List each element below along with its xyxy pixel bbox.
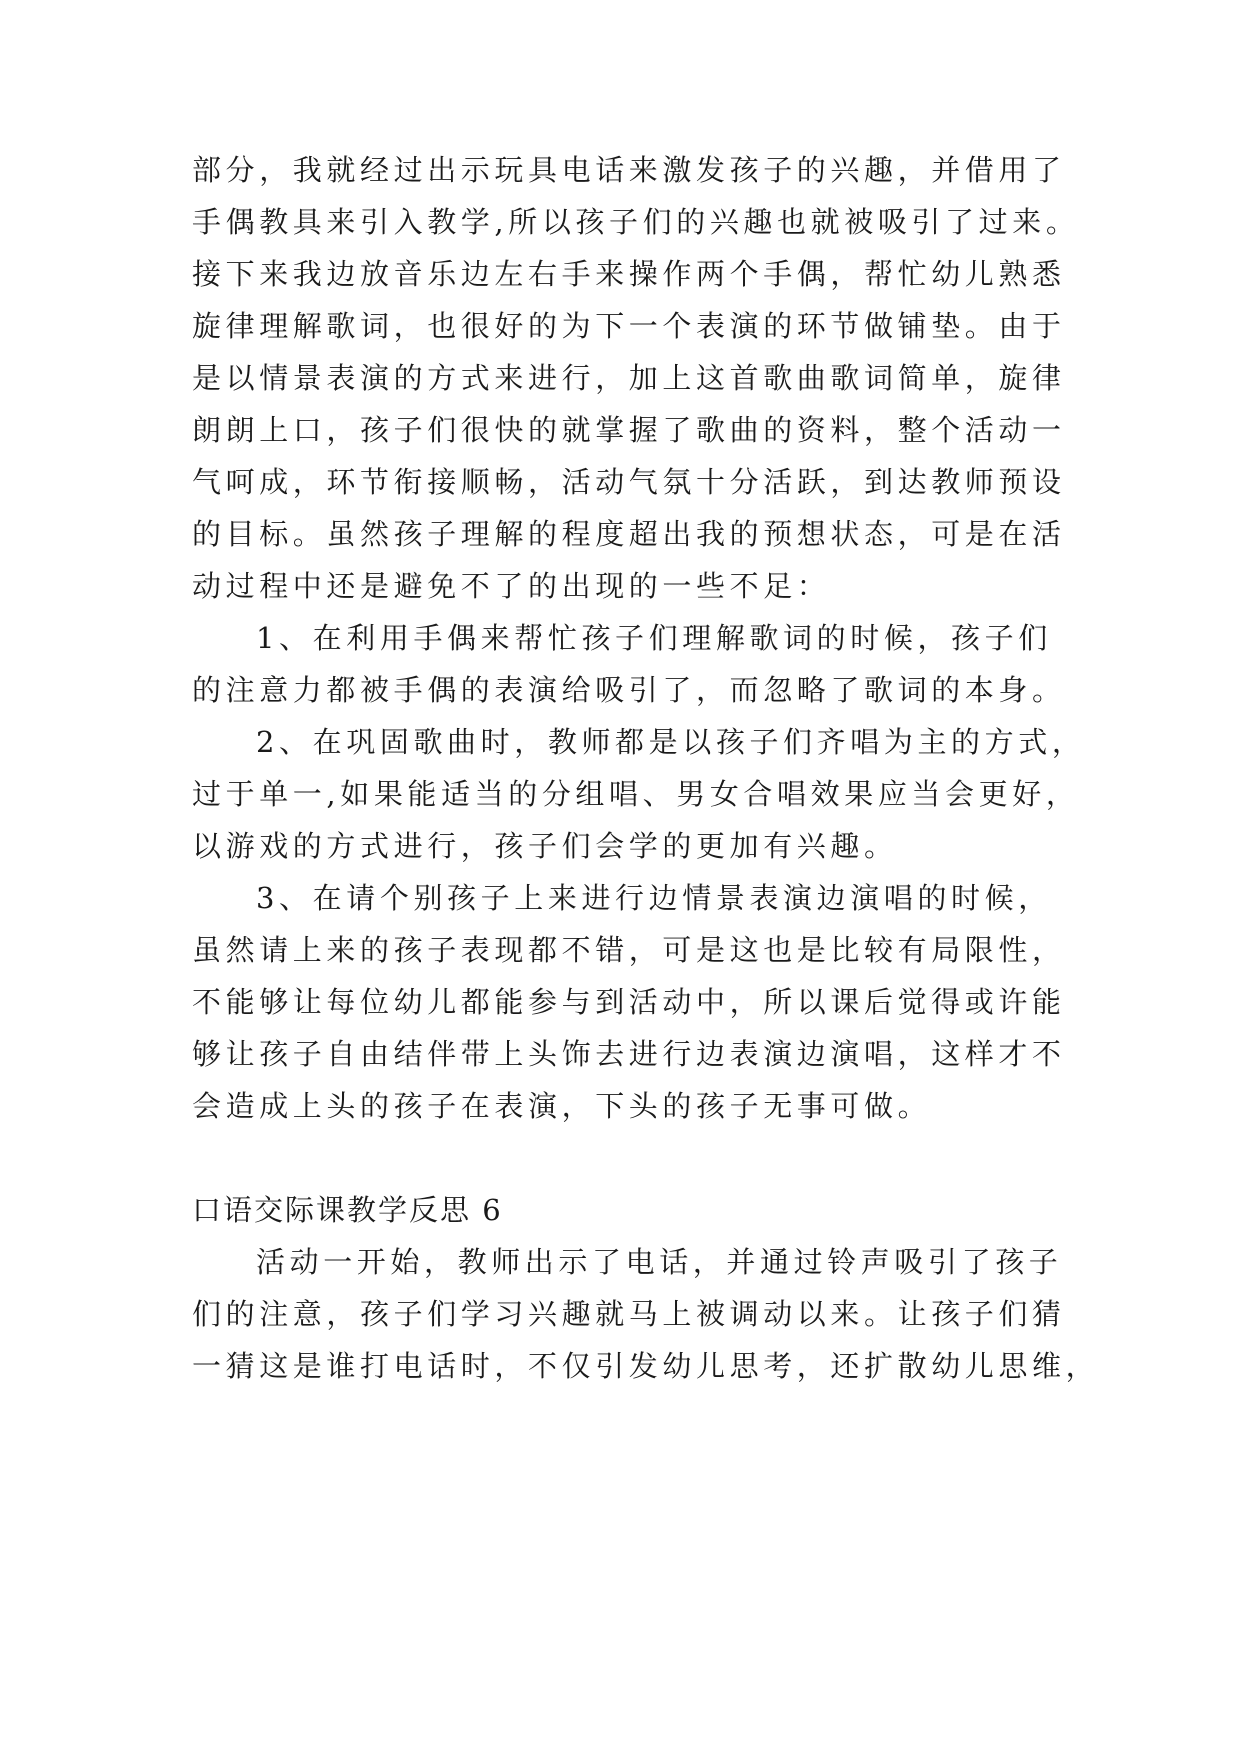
paragraph-line: 手偶教具来引入教学,所以孩子们的兴趣也就被吸引了过来。 (192, 205, 1080, 239)
list-item-3-line: 3、在请个别孩子上来进行边情景表演边演唱的时候， (256, 881, 1052, 915)
paragraph-line: 不能够让每位幼儿都能参与到活动中，所以课后觉得或许能 (192, 985, 1066, 1019)
paragraph-line: 动过程中还是避免不了的出现的一些不足： (192, 569, 831, 603)
paragraph-line: 过于单一,如果能适当的分组唱、男女合唱效果应当会更好， (192, 777, 1080, 811)
paragraph-line: 气呵成，环节衔接顺畅，活动气氛十分活跃，到达教师预设 (192, 465, 1066, 499)
paragraph-line: 的目标。虽然孩子理解的程度超出我的预想状态，可是在活 (192, 517, 1066, 551)
paragraph-line: 旋律理解歌词，也很好的为下一个表演的环节做铺垫。由于 (192, 309, 1066, 343)
section-paragraph-line: 一猜这是谁打电话时，不仅引发幼儿思考，还扩散幼儿思维， (192, 1349, 1100, 1383)
paragraph-line: 接下来我边放音乐边左右手来操作两个手偶，帮忙幼儿熟悉 (192, 257, 1066, 291)
paragraph-line: 部分，我就经过出示玩具电话来激发孩子的兴趣，并借用了 (192, 153, 1066, 187)
paragraph-line: 会造成上头的孩子在表演，下头的孩子无事可做。 (192, 1089, 932, 1123)
section-paragraph-line: 活动一开始，教师出示了电话，并通过铃声吸引了孩子 (256, 1245, 1063, 1279)
paragraph-line: 以游戏的方式进行，孩子们会学的更加有兴趣。 (192, 829, 898, 863)
paragraph-line: 虽然请上来的孩子表现都不错，可是这也是比较有局限性， (192, 933, 1066, 967)
list-item-1-line: 1、在利用手偶来帮忙孩子们理解歌词的时候，孩子们 (256, 621, 1052, 655)
paragraph-line: 的注意力都被手偶的表演给吸引了，而忽略了歌词的本身。 (192, 673, 1066, 707)
list-item-2-line: 2、在巩固歌曲时，教师都是以孩子们齐唱为主的方式， (256, 725, 1086, 759)
section-title: 口语交际课教学反思 6 (192, 1193, 503, 1227)
paragraph-line: 是以情景表演的方式来进行，加上这首歌曲歌词简单，旋律 (192, 361, 1066, 395)
paragraph-line: 够让孩子自由结伴带上头饰去进行边表演边演唱，这样才不 (192, 1037, 1066, 1071)
paragraph-line: 朗朗上口，孩子们很快的就掌握了歌曲的资料，整个活动一 (192, 413, 1066, 447)
section-paragraph-line: 们的注意，孩子们学习兴趣就马上被调动以来。让孩子们猜 (192, 1297, 1066, 1331)
